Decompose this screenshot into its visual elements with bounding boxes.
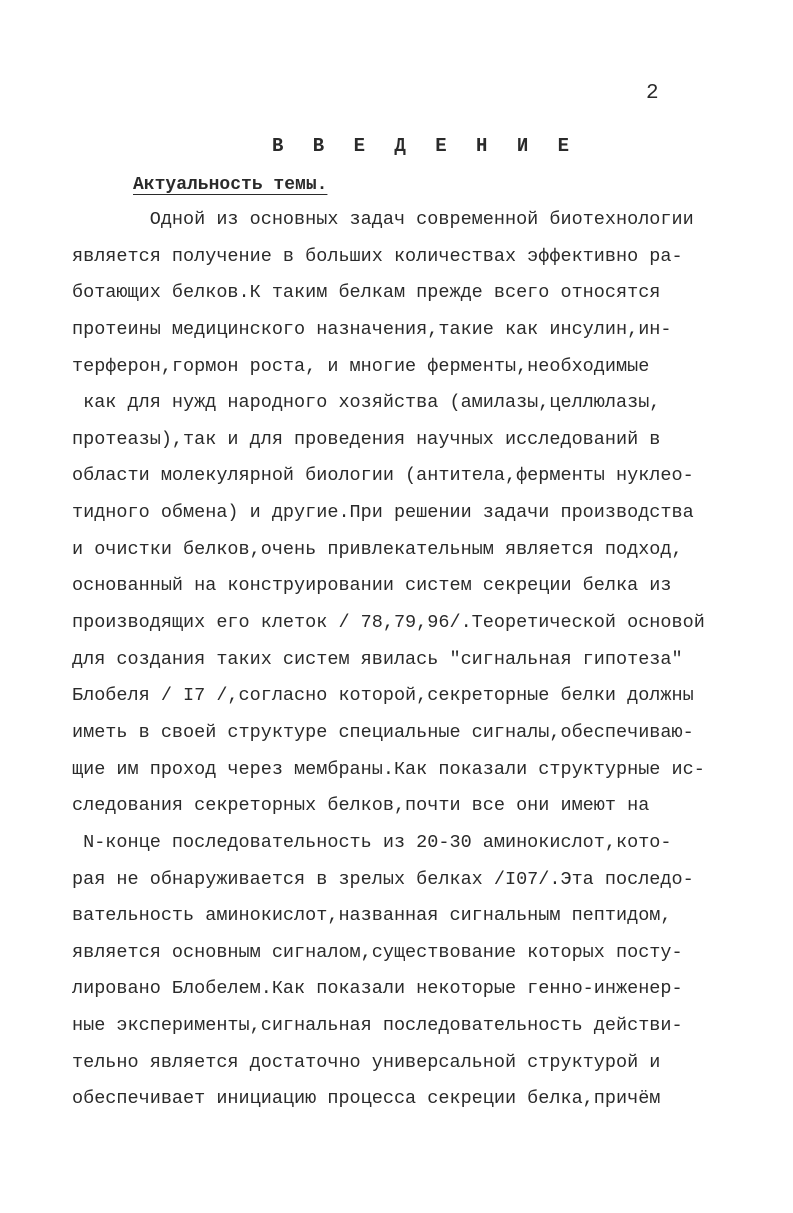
text-line: протеазы),так и для проведения научных исследований в [72, 428, 661, 450]
text-line: ные эксперименты,сигнальная последовательность действи- [72, 1015, 683, 1037]
text-line: для создания таких систем явилась "сигнальная гипотеза" [72, 648, 683, 670]
text-line: Блобеля / I7 /,согласно которой,секреторные белки должны [72, 685, 694, 707]
page-number: 2 [646, 82, 659, 105]
text-line: рая не обнаруживается в зрелых белках /I07/.Эта последо- [72, 868, 694, 890]
text-line: следования секреторных белков,почти все они имеют на [72, 795, 650, 817]
text-line: ботающих белков.К таким белкам прежде всего относятся [72, 282, 661, 304]
text-line: вательность аминокислот,названная сигнальным пептидом, [72, 905, 672, 927]
page-heading: В В Е Д Е Н И Е [272, 135, 579, 157]
text-line: является основным сигналом,существование которых посту- [72, 941, 683, 963]
section-subheading: Актуальность темы. [133, 175, 328, 195]
text-line: щие им проход через мембраны.Как показали структурные ис- [72, 758, 705, 780]
text-line: производящих его клеток / 78,79,96/.Теоретической основой [72, 612, 705, 634]
text-line: и очистки белков,очень привлекательным является подход, [72, 538, 683, 560]
text-line: тельно является достаточно универсальной структурой и [72, 1051, 661, 1073]
text-line: обеспечивает инициацию процесса секреции белка,причём [72, 1088, 661, 1110]
text-line: N-конце последовательность из 20-30 аминокислот,кото- [72, 831, 672, 853]
text-line: основанный на конструировании систем секреции белка из [72, 575, 672, 597]
text-line: иметь в своей структуре специальные сигналы,обеспечиваю- [72, 721, 694, 743]
text-line: протеины медицинского назначения,такие как инсулин,ин- [72, 318, 672, 340]
text-line: Одной из основных задач современной биотехнологии [72, 209, 694, 230]
body-text [72, 202, 712, 1118]
text-line: как для нужд народного хозяйства (амилазы,целлюлазы, [72, 392, 661, 414]
text-line: лировано Блобелем.Как показали некоторые генно-инженер- [72, 978, 683, 1000]
text-line: области молекулярной биологии (антитела,ферменты нуклео- [72, 465, 694, 487]
text-line: терферон,гормон роста, и многие ферменты,необходимые [72, 355, 650, 377]
text-line: тидного обмена) и другие.При решении задачи производства [72, 502, 694, 524]
text-line: является получение в больших количествах эффективно ра- [72, 245, 683, 267]
